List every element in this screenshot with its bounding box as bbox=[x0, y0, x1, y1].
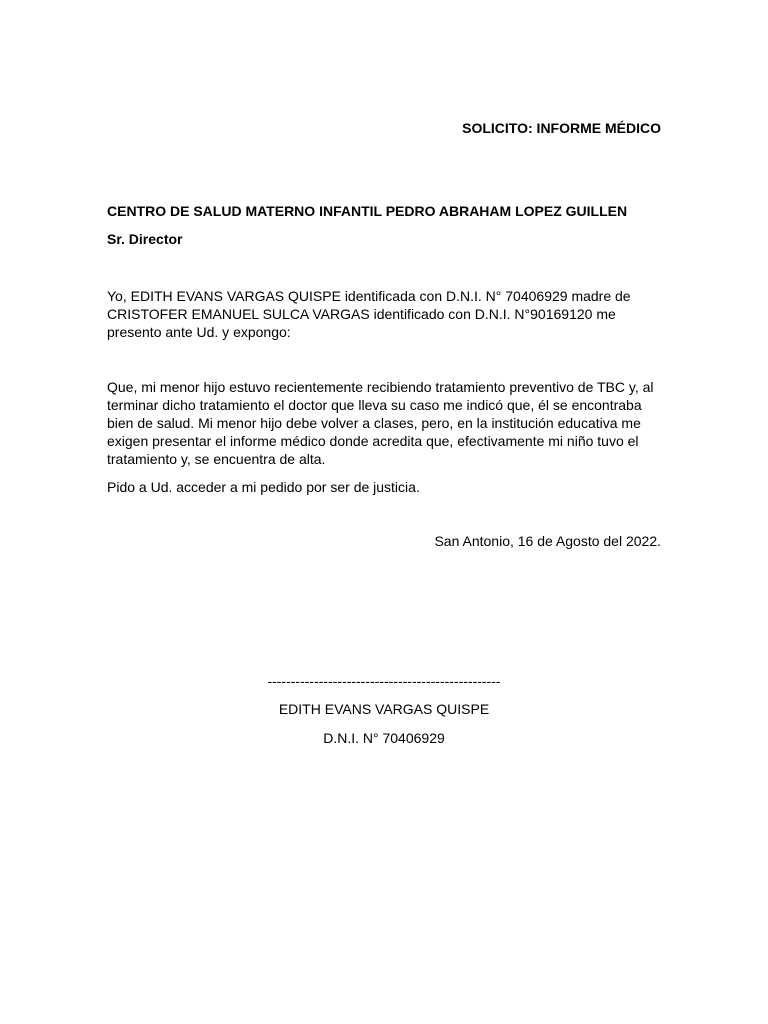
intro-line: CRISTOFER EMANUEL SULCA VARGAS identificado con D.N.I. N°90169120 me bbox=[107, 306, 616, 322]
letter-subject: SOLICITO: INFORME MÉDICO bbox=[462, 120, 661, 136]
body-line: bien de salud. Mi menor hijo debe volver a clases, pero, en la institución educativa me bbox=[107, 415, 641, 431]
body-line: exigen presentar el informe médico donde acredita que, efectivamente mi niño tuvo el bbox=[107, 433, 639, 449]
letter-date: San Antonio, 16 de Agosto del 2022. bbox=[434, 533, 661, 549]
request-line: Pido a Ud. acceder a mi pedido por ser de justicia. bbox=[107, 479, 420, 495]
signature-line: -------------------------------------------------- bbox=[267, 673, 501, 689]
body-line: Que, mi menor hijo estuvo recientemente recibiendo tratamiento preventivo de TBC y, al bbox=[107, 379, 654, 395]
letter-addressee: CENTRO DE SALUD MATERNO INFANTIL PEDRO ABRAHAM LOPEZ GUILLEN bbox=[107, 203, 628, 219]
letter-salutation: Sr. Director bbox=[107, 231, 183, 247]
body-line: terminar dicho tratamiento el doctor que lleva su caso me indicó que, él se encontraba bbox=[107, 397, 642, 413]
signatory-name: EDITH EVANS VARGAS QUISPE bbox=[278, 701, 490, 717]
request-paragraph bbox=[107, 478, 667, 496]
body-line: tratamiento y, se encuentra de alta. bbox=[107, 451, 326, 467]
signatory-dni: D.N.I. N° 70406929 bbox=[323, 730, 445, 746]
intro-line: Yo, EDITH EVANS VARGAS QUISPE identificada con D.N.I. N° 70406929 madre de bbox=[107, 288, 631, 304]
intro-paragraph bbox=[107, 287, 667, 341]
intro-line: presento ante Ud. y expongo: bbox=[107, 324, 291, 340]
body-paragraph bbox=[107, 378, 667, 468]
